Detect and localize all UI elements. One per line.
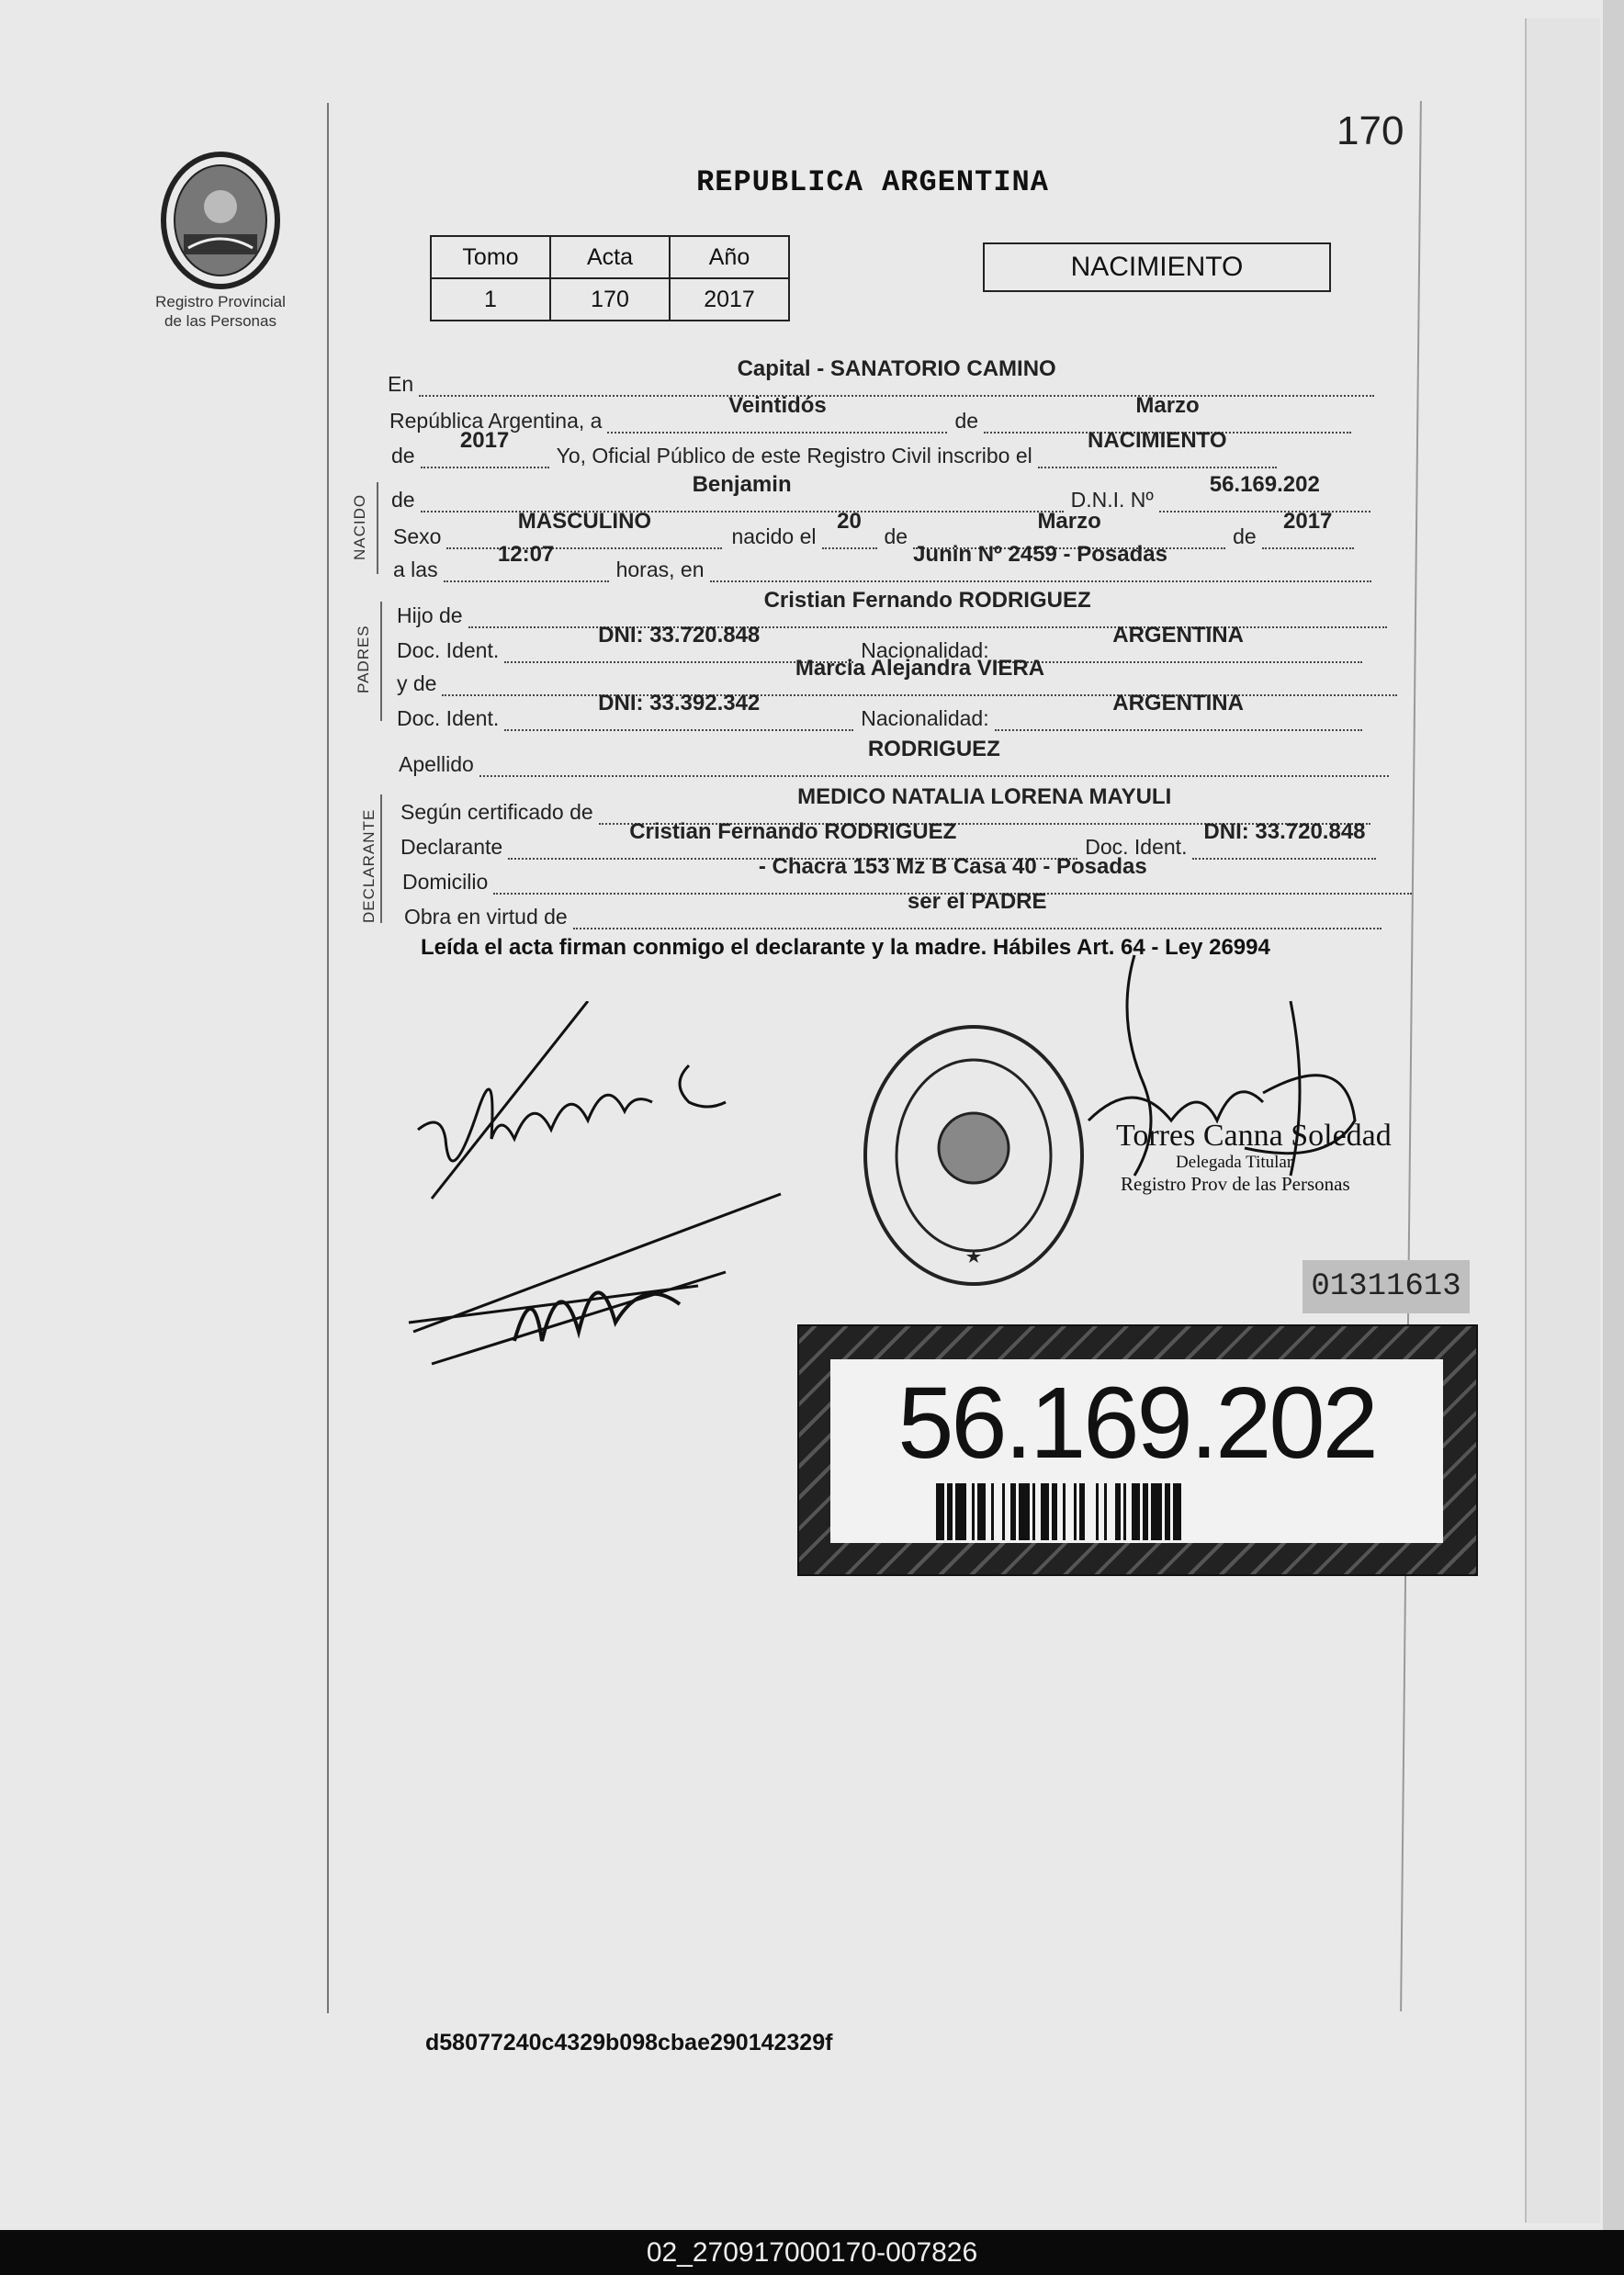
label-dni: D.N.I. Nº bbox=[1070, 488, 1154, 512]
row-en bbox=[388, 356, 1374, 397]
row-mother bbox=[397, 656, 1397, 696]
field-time bbox=[444, 542, 609, 582]
label-de-name: de bbox=[391, 488, 415, 512]
dni-sticker-number: 56.169.202 bbox=[897, 1367, 1376, 1480]
left-margin-rule bbox=[327, 103, 329, 2013]
value-inscribe: NACIMIENTO bbox=[1087, 428, 1227, 453]
registry-stamp bbox=[859, 1019, 1088, 1290]
label-en: En bbox=[388, 372, 414, 396]
field-apellido bbox=[479, 737, 1389, 777]
field-name bbox=[421, 472, 1064, 512]
label-mother-doc: Doc. Ident. bbox=[397, 706, 500, 730]
acta-table-value-row bbox=[431, 278, 789, 321]
acta-table bbox=[430, 235, 790, 321]
value-certificado: MEDICO NATALIA LORENA MAYULI bbox=[797, 784, 1172, 809]
field-declarante-doc bbox=[1192, 819, 1376, 860]
value-name: Benjamin bbox=[692, 472, 792, 497]
label-a-las: a las bbox=[393, 557, 438, 581]
label-nacido-el: nacido el bbox=[731, 524, 817, 548]
value-domicilio: - Chacra 153 Mz B Casa 40 - Posadas bbox=[758, 854, 1147, 879]
row-mother-doc bbox=[397, 691, 1362, 731]
acta-value-anio: 2017 bbox=[670, 278, 789, 321]
row-obra bbox=[404, 889, 1382, 929]
value-dni: 56.169.202 bbox=[1209, 472, 1320, 497]
label-horas-en: horas, en bbox=[615, 557, 705, 581]
value-apellido: RODRIGUEZ bbox=[867, 737, 1000, 761]
value-father: Cristian Fernando RODRIGUEZ bbox=[763, 588, 1091, 613]
label-de-year: de bbox=[391, 444, 415, 467]
province-seal-logo bbox=[152, 147, 289, 294]
row-apellido bbox=[399, 737, 1389, 777]
label-declarante: Declarante bbox=[400, 835, 503, 859]
field-birth-day bbox=[822, 509, 877, 549]
field-dni bbox=[1159, 472, 1370, 512]
page-number: 170 bbox=[1336, 108, 1404, 153]
row-officer bbox=[391, 428, 1277, 468]
field-inscribe bbox=[1038, 428, 1277, 468]
row-name bbox=[391, 472, 1370, 512]
value-mother-nat: ARGENTINA bbox=[1112, 691, 1244, 715]
official-role: Delegada Titular bbox=[1176, 1153, 1293, 1172]
row-time bbox=[393, 542, 1371, 582]
label-obra: Obra en virtud de bbox=[404, 905, 568, 929]
declarante-bracket bbox=[380, 794, 382, 923]
value-en: Capital - SANATORIO CAMINO bbox=[737, 356, 1056, 381]
value-obra: ser el PADRE bbox=[907, 889, 1047, 914]
reading-note: Leída el acta firman conmigo el declarante y la madre. Hábiles Art. 64 - Ley 26994 bbox=[421, 935, 1270, 960]
value-month: Marzo bbox=[1135, 393, 1200, 418]
document-title: REPUBLICA ARGENTINA bbox=[696, 165, 1049, 199]
label-hijo-de: Hijo de bbox=[397, 603, 463, 627]
value-father-nat: ARGENTINA bbox=[1112, 623, 1244, 648]
field-en bbox=[419, 356, 1374, 397]
field-mother bbox=[442, 656, 1397, 696]
officer-text: Yo, Oficial Público de este Registro Civil inscribo el bbox=[556, 444, 1032, 467]
acta-header-anio: Año bbox=[670, 236, 789, 278]
declarant-signature bbox=[404, 1185, 790, 1368]
logo-caption-line2: de las Personas bbox=[164, 312, 276, 330]
official-name: Torres Canna Soledad bbox=[1116, 1119, 1392, 1153]
field-mother-doc bbox=[504, 691, 853, 731]
value-day: Veintidós bbox=[728, 393, 827, 418]
padres-bracket bbox=[380, 602, 382, 721]
serial-number: 01311613 bbox=[1303, 1260, 1470, 1313]
field-year bbox=[421, 428, 549, 468]
field-place bbox=[710, 542, 1371, 582]
label-mother-nat: Nacionalidad: bbox=[861, 706, 989, 730]
value-place: Junin Nº 2459 - Posadas bbox=[913, 542, 1167, 567]
field-birth-year bbox=[1262, 509, 1354, 549]
field-father-nat bbox=[995, 623, 1362, 663]
label-sexo: Sexo bbox=[393, 524, 442, 548]
label-certificado: Según certificado de bbox=[400, 800, 593, 824]
barcode bbox=[936, 1483, 1340, 1540]
document-hash: d58077240c4329b098cbae290142329f bbox=[425, 2030, 833, 2055]
label-father-doc: Doc. Ident. bbox=[397, 638, 500, 662]
field-day bbox=[607, 393, 947, 434]
value-year: 2017 bbox=[459, 428, 510, 453]
official-office: Registro Prov de las Personas bbox=[1121, 1173, 1350, 1195]
field-mother-nat bbox=[995, 691, 1362, 731]
value-mother: Marcia Alejandra VIERA bbox=[795, 656, 1045, 681]
acta-value-acta: 170 bbox=[550, 278, 670, 321]
value-birth-year: 2017 bbox=[1283, 509, 1333, 534]
page-stack-edge bbox=[1525, 18, 1600, 2223]
mother-signature bbox=[413, 1001, 781, 1212]
label-de-birth-year: de bbox=[1233, 524, 1257, 548]
value-time: 12:07 bbox=[497, 542, 555, 567]
dni-sticker-inner bbox=[830, 1359, 1443, 1543]
acta-table-header-row bbox=[431, 236, 789, 278]
label-de-month: de bbox=[954, 409, 979, 433]
label-y-de: y de bbox=[397, 671, 437, 695]
value-declarante: Cristian Fernando RODRIGUEZ bbox=[629, 819, 957, 844]
footer-file-id: 02_270917000170-007826 bbox=[0, 2230, 1624, 2275]
field-obra bbox=[573, 889, 1382, 929]
value-mother-doc: DNI: 33.392.342 bbox=[598, 691, 761, 715]
side-label-declarante: DECLARANTE bbox=[360, 808, 378, 923]
label-domicilio: Domicilio bbox=[402, 870, 489, 894]
right-margin-rule bbox=[1400, 101, 1422, 2011]
acta-header-tomo: Tomo bbox=[431, 236, 550, 278]
value-birth-day: 20 bbox=[837, 509, 862, 534]
side-label-nacido: NACIDO bbox=[351, 493, 368, 560]
value-father-doc: DNI: 33.720.848 bbox=[598, 623, 761, 648]
label-declarante-doc: Doc. Ident. bbox=[1085, 835, 1188, 859]
label-father-nat: Nacionalidad: bbox=[861, 638, 989, 662]
side-label-padres: PADRES bbox=[355, 625, 372, 693]
dni-sticker bbox=[797, 1324, 1478, 1576]
acta-header-acta: Acta bbox=[550, 236, 670, 278]
acta-value-tomo: 1 bbox=[431, 278, 550, 321]
label-apellido: Apellido bbox=[399, 752, 474, 776]
label-de-birth-month: de bbox=[884, 524, 908, 548]
nacido-bracket bbox=[377, 482, 378, 574]
record-type-box: NACIMIENTO bbox=[983, 242, 1331, 292]
field-sexo bbox=[446, 509, 722, 549]
logo-caption bbox=[138, 292, 303, 331]
value-sexo: MASCULINO bbox=[517, 509, 652, 534]
logo-caption-line1: Registro Provincial bbox=[155, 293, 286, 310]
value-birth-month: Marzo bbox=[1037, 509, 1101, 534]
label-republica: República Argentina, a bbox=[389, 409, 603, 433]
value-declarante-doc: DNI: 33.720.848 bbox=[1203, 819, 1366, 844]
